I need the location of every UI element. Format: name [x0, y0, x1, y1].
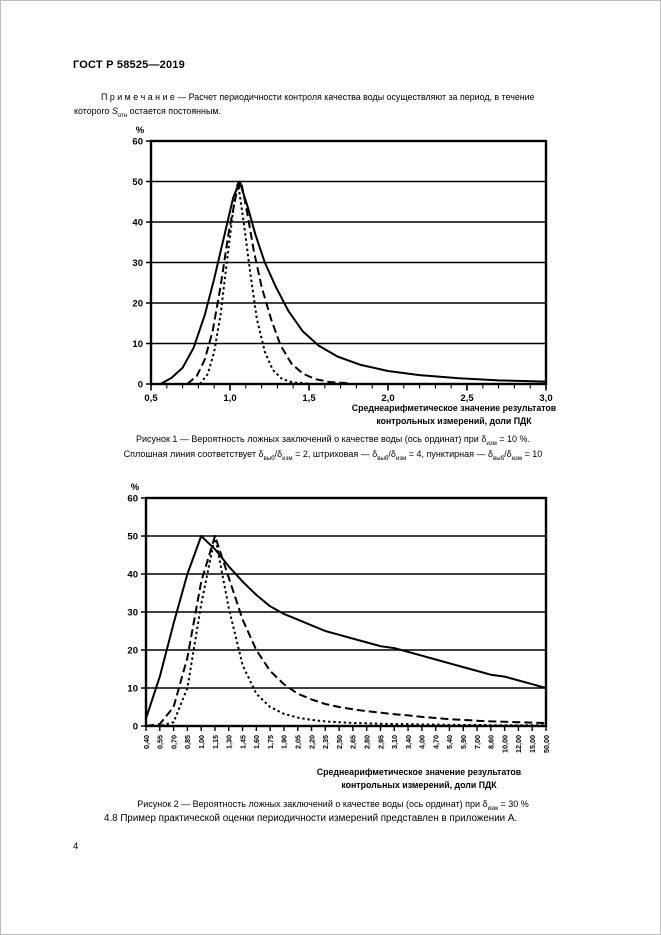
svg-text:10: 10 [127, 683, 138, 695]
svg-text:8,60: 8,60 [486, 735, 496, 749]
svg-text:10: 10 [132, 338, 143, 350]
svg-text:60: 60 [127, 493, 138, 505]
svg-text:контрольных измерений, доли ПД: контрольных измерений, доли ПДК [341, 780, 497, 790]
svg-text:4,70: 4,70 [431, 735, 441, 749]
svg-text:5,90: 5,90 [459, 735, 468, 749]
figure1-caption-line1: Рисунок 1 — Вероятность ложных заключений о качестве воды (ось ординат) при $\delta_{изм} = 10$ %. [135, 434, 531, 447]
svg-text:2,50: 2,50 [334, 735, 344, 749]
figure1-caption [59, 432, 607, 461]
svg-text:2,0: 2,0 [381, 393, 395, 404]
svg-text:2,20: 2,20 [307, 735, 317, 749]
svg-text:0: 0 [137, 379, 143, 391]
svg-text:4,00: 4,00 [417, 735, 427, 749]
svg-text:1,45: 1,45 [238, 735, 248, 749]
svg-text:12,00: 12,00 [514, 735, 524, 753]
svg-text:1,90: 1,90 [279, 735, 289, 749]
svg-text:2,95: 2,95 [376, 735, 386, 749]
svg-text:10,00: 10,00 [500, 735, 510, 753]
svg-text:3,0: 3,0 [539, 393, 553, 404]
svg-text:1,00: 1,00 [197, 735, 206, 749]
svg-text:15,00: 15,00 [528, 735, 537, 753]
svg-text:3,40: 3,40 [403, 735, 413, 749]
svg-text:1,30: 1,30 [224, 735, 234, 749]
figure2-chart [106, 479, 566, 795]
svg-text:контрольных измерений, доли ПД: контрольных измерений, доли ПДК [376, 416, 532, 426]
svg-text:2,35: 2,35 [321, 735, 331, 749]
note-line-2: которого $S_{отн}$ остается постоянным. [74, 105, 221, 119]
svg-text:5,40: 5,40 [445, 735, 455, 749]
svg-text:0,40: 0,40 [141, 735, 151, 749]
svg-text:20: 20 [132, 298, 143, 310]
svg-text:30: 30 [132, 257, 143, 269]
svg-text:3,10: 3,10 [390, 735, 400, 749]
svg-text:1,75: 1,75 [265, 735, 275, 749]
svg-text:30: 30 [127, 607, 138, 619]
svg-text:%: % [130, 482, 140, 493]
paragraph-4-8: 4.8 Пример практической оценки периодичности измерений представлен в приложении А. [104, 813, 518, 824]
note-line-1: П р и м е ч а н и е — Расчет периодичности контроля качества воды осуществляют за период, в течение [101, 92, 535, 102]
svg-text:Среднеарифметическое значение: Среднеарифметическое значение результатов [351, 403, 557, 413]
svg-text:50,00: 50,00 [541, 735, 551, 753]
svg-text:0,55: 0,55 [155, 735, 165, 749]
document-code: ГОСТ Р 58525—2019 [73, 59, 185, 71]
svg-text:2,80: 2,80 [362, 735, 372, 749]
svg-text:0: 0 [132, 721, 138, 733]
svg-text:60: 60 [132, 136, 143, 148]
svg-text:1,15: 1,15 [210, 735, 220, 749]
svg-text:Среднеарифметическое значение: Среднеарифметическое значение результатов [316, 767, 522, 777]
svg-text:50: 50 [132, 176, 143, 188]
svg-text:1,0: 1,0 [223, 393, 237, 404]
svg-text:50: 50 [127, 531, 138, 543]
svg-text:2,05: 2,05 [293, 735, 303, 749]
figure2-caption: Рисунок 2 — Вероятность ложных заключений о качестве воды (ось ординат) при $\delta_{изм} = 30$ % [137, 799, 529, 812]
svg-text:%: % [135, 125, 145, 136]
svg-text:2,65: 2,65 [348, 735, 358, 749]
figure1-chart [106, 121, 566, 426]
svg-text:20: 20 [127, 645, 138, 657]
svg-text:40: 40 [127, 569, 138, 581]
page-number: 4 [73, 841, 79, 852]
svg-text:1,60: 1,60 [252, 735, 262, 749]
svg-text:0,5: 0,5 [144, 393, 158, 404]
figure1-caption-line2: Сплошная линия соответствует $\delta_{выб}/\delta_{изм} = 2$, штриховая — $\delta_{выб}/\delta_{изм} = 4$, пунктирная — $\delta_{выб}/\delta_{изм} = 10$ [123, 448, 543, 462]
svg-text:7,00: 7,00 [472, 735, 482, 749]
svg-text:1,5: 1,5 [302, 393, 316, 404]
svg-text:0,70: 0,70 [169, 735, 179, 749]
svg-text:40: 40 [132, 217, 143, 229]
svg-text:0,85: 0,85 [183, 735, 193, 749]
svg-text:2,5: 2,5 [460, 393, 474, 404]
note-paragraph [74, 91, 594, 118]
